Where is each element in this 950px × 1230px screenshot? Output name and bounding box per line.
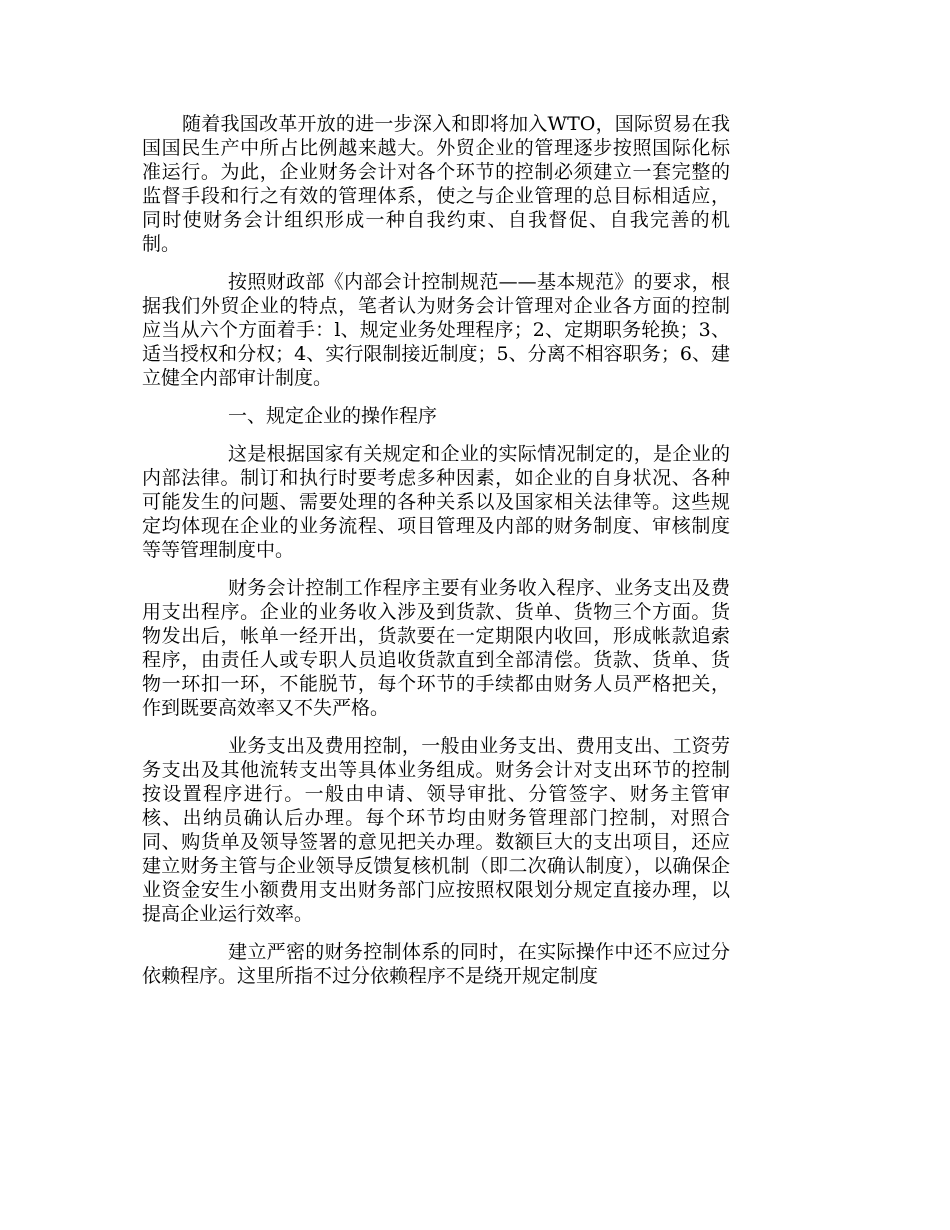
paragraph-intro: 随着我国改革开放的进一步深入和即将加入WTO，国际贸易在我国国民生产中所占比例越来越大。外贸企业的管理逐步按照国际化标准运行。为此，企业财务会计对各个环节的控制必须建立一套完整的监督手段和行之有效的管理体系，使之与企业管理的总目标相适应，同时使财务会计组织形成一种自我约束、自我督促、自我完善的机制。: [142, 113, 730, 255]
paragraph-no-over-reliance: 建立严密的财务控制体系的同时，在实际操作中还不应过分依赖程序。这里所指不过分依赖程序不是绕开规定制度: [142, 941, 730, 987]
paragraph-internal-law: 这是根据国家有关规定和企业的实际情况制定的，是企业的内部法律。制订和执行时要考虑多种因素，如企业的自身状况、各种可能发生的问题、需要处理的各种关系以及国家相关法律等。这些规定均体现在企业的业务流程、项目管理及内部的财务制度、审核制度等等管理制度中。: [142, 443, 730, 561]
paragraph-income-procedure: 财务会计控制工作程序主要有业务收入程序、业务支出及费用支出程序。企业的业务收入涉及到货款、货单、货物三个方面。货物发出后，帐单一经开出，货款要在一定期限内收回，形成帐款追索程序，由责任人或专职人员追收货款直到全部清偿。货款、货单、货物一环扣一环，不能脱节，每个环节的手续都由财务人员严格把关，作到既要高效率又不失严格。: [142, 577, 730, 719]
paragraph-six-aspects: 按照财政部《内部会计控制规范——基本规范》的要求，根据我们外贸企业的特点，笔者认为财务会计管理对企业各方面的控制应当从六个方面着手：l、规定业务处理程序；2、定期职务轮换；3、适当授权和分权；4、实行限制接近制度；5、分离不相容职务；6、建立健全内部审计制度。: [142, 271, 730, 389]
paragraph-expense-control: 业务支出及费用控制，一般由业务支出、费用支出、工资劳务支出及其他流转支出等具体业务组成。财务会计对支出环节的控制按设置程序进行。一般由申请、领导审批、分管签字、财务主管审核、出纳员确认后办理。每个环节均由财务管理部门控制，对照合同、购货单及领导签署的意见把关办理。数额巨大的支出项目，还应建立财务主管与企业领导反馈复核机制（即二次确认制度），以确保企业资金安生小额费用支出财务部门应按照权限划分规定直接办理，以提高企业运行效率。: [142, 735, 730, 925]
section-heading-1: 一、规定企业的操作程序: [228, 405, 438, 427]
document-page: [142, 112, 730, 1002]
